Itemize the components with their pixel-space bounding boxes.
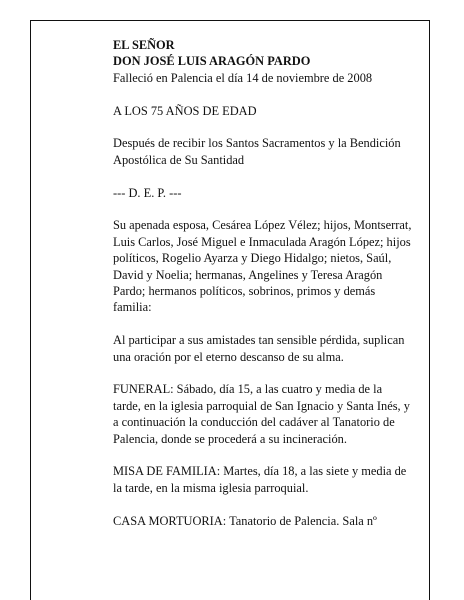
header-title: EL SEÑOR [113, 38, 175, 52]
deceased-name: DON JOSÉ LUIS ARAGÓN PARDO [113, 54, 311, 69]
family-paragraph: Su apenada esposa, Cesárea López Vélez; hijos, Montserrat, Luis Carlos, José Miguel e Inmaculada Aragón López; hijos políticos, Rogelio Ayarza y Diego Hidalgo; nietos, Saúl, David y Noelia; hermanas, Angelines y Teresa Aragón Pardo; hermanos políticos, sobrinos, primos y demás familia: [113, 218, 412, 315]
death-notice: Falleció en Palencia el día 14 de noviembre de 2008 [113, 70, 373, 85]
age-line: A LOS 75 AÑOS DE EDAD [113, 103, 257, 118]
dep-line: --- D. E. P. --- [113, 185, 182, 200]
mass-paragraph: MISA DE FAMILIA: Martes, día 18, a las siete y media de la tarde, en la misma iglesia parroquial. [113, 464, 407, 495]
funeral-paragraph: FUNERAL: Sábado, día 15, a las cuatro y media de la tarde, en la iglesia parroquial de San Ignacio y Santa Inés, y a continuación la conducción del cadáver al Tanatorio de Palencia, donde se procederá a su incineración. [113, 382, 410, 446]
request-paragraph: Al participar a sus amistades tan sensible pérdida, suplican una oración por el eterno descanso de su alma. [113, 333, 405, 364]
obituary-text [113, 37, 413, 545]
sacraments-paragraph: Después de recibir los Santos Sacramentos y la Bendición Apostólica de Su Santidad [113, 136, 401, 167]
house-paragraph: CASA MORTUORIA: Tanatorio de Palencia. Sala nº [113, 513, 377, 528]
